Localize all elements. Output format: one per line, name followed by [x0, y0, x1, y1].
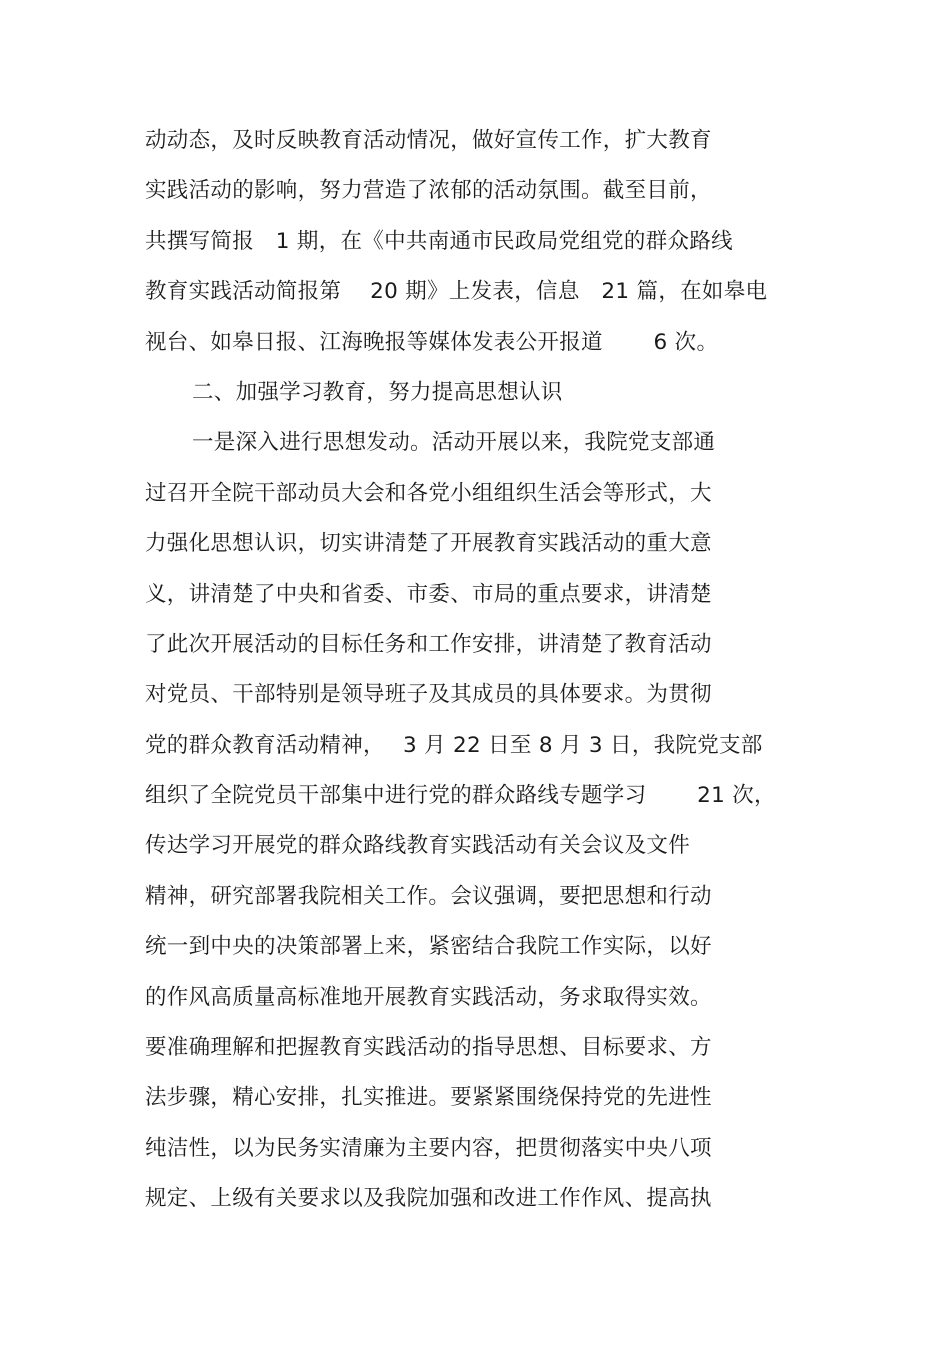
text-line: 了此次开展活动的目标任务和工作安排，讲清楚了教育活动 [145, 631, 712, 657]
text-line: 对党员、干部特别是领导班子及其成员的具体要求。为贯彻 [145, 682, 712, 708]
text-line: 过召开全院干部动员大会和各党小组组织生活会等形式，大 [145, 480, 712, 506]
text-line: 规定、上级有关要求以及我院加强和改进工作作风、提高执 [145, 1186, 712, 1212]
text-line: 传达学习开展党的群众路线教育实践活动有关会议及文件 [145, 833, 691, 859]
text-line: 纯洁性，以为民务实清廉为主要内容，把贯彻落实中央八项 [145, 1135, 712, 1161]
text-line: 组织了全院党员干部集中进行党的群众路线专题学习 21 次， [145, 783, 776, 809]
text-line: 视台、如皋日报、江海晚报等媒体发表公开报道 6 次。 [145, 329, 719, 355]
text-line: 要准确理解和把握教育实践活动的指导思想、目标要求、方 [145, 1035, 712, 1061]
text-line: 力强化思想认识，切实讲清楚了开展教育实践活动的重大意 [145, 531, 712, 557]
text-line: 的作风高质量高标准地开展教育实践活动，务求取得实效。 [145, 984, 712, 1010]
section-heading: 二、加强学习教育，努力提高思想认识 [192, 379, 563, 405]
text-line: 教育实践活动简报第 20 期》上发表，信息 21 篇，在如皋电 [145, 279, 768, 305]
text-line: 义，讲清楚了中央和省委、市委、市局的重点要求，讲清楚 [145, 581, 712, 607]
paragraph-start-line: 一是深入进行思想发动。活动开展以来，我院党支部通 [192, 430, 716, 456]
text-line: 法步骤，精心安排，扎实推进。要紧紧围绕保持党的先进性 [145, 1085, 712, 1111]
text-line: 党的群众教育活动精神， 3 月 22 日至 8 月 3 日，我院党支部 [145, 732, 763, 758]
text-line: 统一到中央的决策部署上来，紧密结合我院工作实际，以好 [145, 934, 712, 960]
text-line: 精神，研究部署我院相关工作。会议强调，要把思想和行动 [145, 883, 712, 909]
body-text [145, 116, 815, 1225]
text-line: 实践活动的影响，努力营造了浓郁的活动氛围。截至目前， [145, 178, 712, 204]
text-line: 共撰写简报 1 期，在《中共南通市民政局党组党的群众路线 [145, 228, 733, 254]
text-line: 动动态，及时反映教育活动情况，做好宣传工作，扩大教育 [145, 128, 712, 153]
